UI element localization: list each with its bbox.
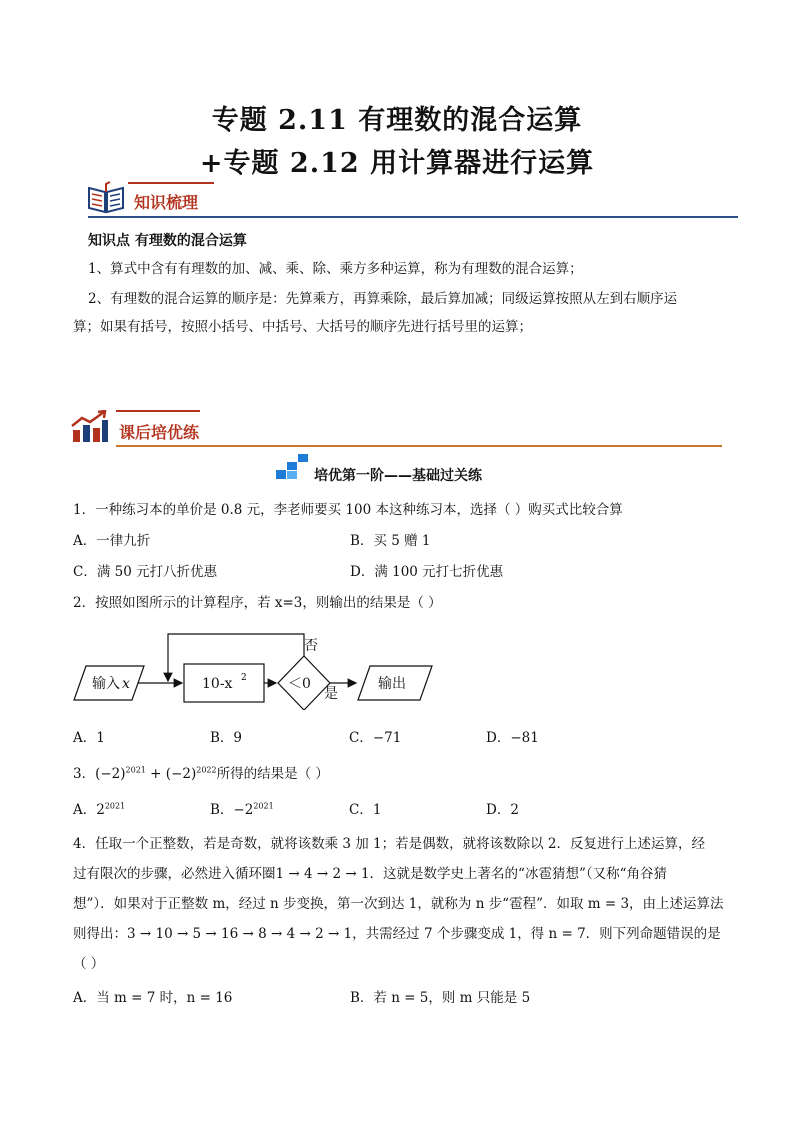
question-1-option-d: D．满 100 元打七折优惠 bbox=[350, 564, 504, 580]
stairs-icon bbox=[276, 452, 310, 480]
chart-growth-icon bbox=[70, 410, 110, 444]
question-2-stem: 2．按照如图所示的计算程序，若 x=3，则输出的结果是（ ） bbox=[73, 595, 442, 611]
flow-input-var: x bbox=[122, 676, 130, 692]
knowledge-para-2b: 算；如果有括号，按照小括号、中括号、大括号的顺序先进行括号里的运算； bbox=[73, 319, 532, 335]
section-title-knowledge: 知识梳理 bbox=[134, 193, 199, 212]
question-3-stem: 3．$(-2)^{2021} + (-2)^{2022}$所得的结果是（ ） bbox=[73, 765, 329, 782]
question-3-option-a: A．$2^{2021}$ bbox=[73, 801, 126, 818]
flow-yes-label: 是 bbox=[324, 686, 338, 702]
question-4-line-3: 想”）．如果对于正整数 m，经过 n 步变换，第一次到达 1，就称为 n 步“雹程”．如取 m = 3，由上述运算法 bbox=[73, 896, 724, 912]
section-divider-2 bbox=[116, 445, 722, 447]
flowchart bbox=[72, 628, 452, 710]
question-2-option-c: C．−71 bbox=[349, 730, 402, 746]
q3-base-1: (−2) bbox=[95, 766, 126, 782]
question-1-option-a: A．一律九折 bbox=[73, 533, 151, 549]
question-4-line-4: 则得出：3 → 10 → 5 → 16 → 8 → 4 → 2 → 1，共需经过 7 个步骤变成 1，得 n = 7．则下列命题错误的是 bbox=[73, 926, 721, 942]
section-divider bbox=[88, 216, 738, 218]
page-title-line1: 专题 2.11 有理数的混合运算 bbox=[211, 105, 583, 136]
question-2-option-d: D．−81 bbox=[486, 730, 539, 746]
flow-input-label: 输入 bbox=[92, 676, 120, 692]
flow-output-label: 输出 bbox=[378, 676, 406, 692]
book-icon bbox=[86, 180, 126, 216]
q3-exp-2: 2022 bbox=[196, 765, 217, 775]
page-title-line2: +专题 2.12 用计算器进行运算 bbox=[199, 148, 595, 179]
question-4-line-5: （ ） bbox=[73, 956, 105, 972]
knowledge-para-1: 1、算式中含有有理数的加、减、乘、除、乘方多种运算，称为有理数的混合运算； bbox=[88, 261, 583, 277]
q3-exp-1: 2021 bbox=[125, 765, 146, 775]
flow-process-exp: 2 bbox=[241, 673, 247, 683]
question-2-option-a: A．1 bbox=[73, 730, 105, 746]
section-accent-line bbox=[128, 182, 214, 184]
question-1-option-c: C．满 50 元打八折优惠 bbox=[73, 564, 218, 580]
flowchart-svg bbox=[72, 628, 452, 710]
subsection-title: 培优第一阶——基础过关练 bbox=[314, 468, 482, 484]
section-accent-line-2 bbox=[116, 410, 200, 412]
flow-process-label: 10-x bbox=[202, 676, 233, 692]
knowledge-para-2a: 2、有理数的混合运算的顺序是：先算乘方，再算乘除，最后算加减；同级运算按照从左到右顺序运 bbox=[88, 291, 678, 307]
question-4-option-a: A．当 m = 7 时，n = 16 bbox=[73, 990, 233, 1006]
question-4-line-1: 4．任取一个正整数，若是奇数，就将该数乘 3 加 1；若是偶数，就将该数除以 2．反复进行上述运算，经 bbox=[73, 836, 706, 852]
question-3-option-d: D．2 bbox=[486, 802, 519, 818]
question-1-option-b: B．买 5 赠 1 bbox=[350, 533, 431, 549]
question-4-option-b: B．若 n = 5，则 m 只能是 5 bbox=[350, 990, 531, 1006]
flow-condition-label: ＜0 bbox=[288, 676, 311, 692]
question-3-option-b: B．$-2^{2021}$ bbox=[210, 801, 274, 818]
question-4-line-2: 过有限次的步骤，必然进入循环圈1 → 4 → 2 → 1．这就是数学史上著名的“冰雹猜想”（又称“角谷猜 bbox=[73, 866, 667, 882]
question-3-option-c: C．1 bbox=[349, 802, 382, 818]
section-title-practice: 课后培优练 bbox=[119, 423, 200, 442]
question-1-stem: 1．一种练习本的单价是 0.8 元，李老师要买 100 本这种练习本，选择（ ）购买式比较合算 bbox=[73, 502, 623, 518]
question-2-option-b: B．9 bbox=[210, 730, 243, 746]
knowledge-point-title: 知识点 有理数的混合运算 bbox=[88, 233, 247, 249]
q3-base-2: (−2) bbox=[165, 766, 197, 782]
flow-no-label: 否 bbox=[304, 638, 318, 654]
